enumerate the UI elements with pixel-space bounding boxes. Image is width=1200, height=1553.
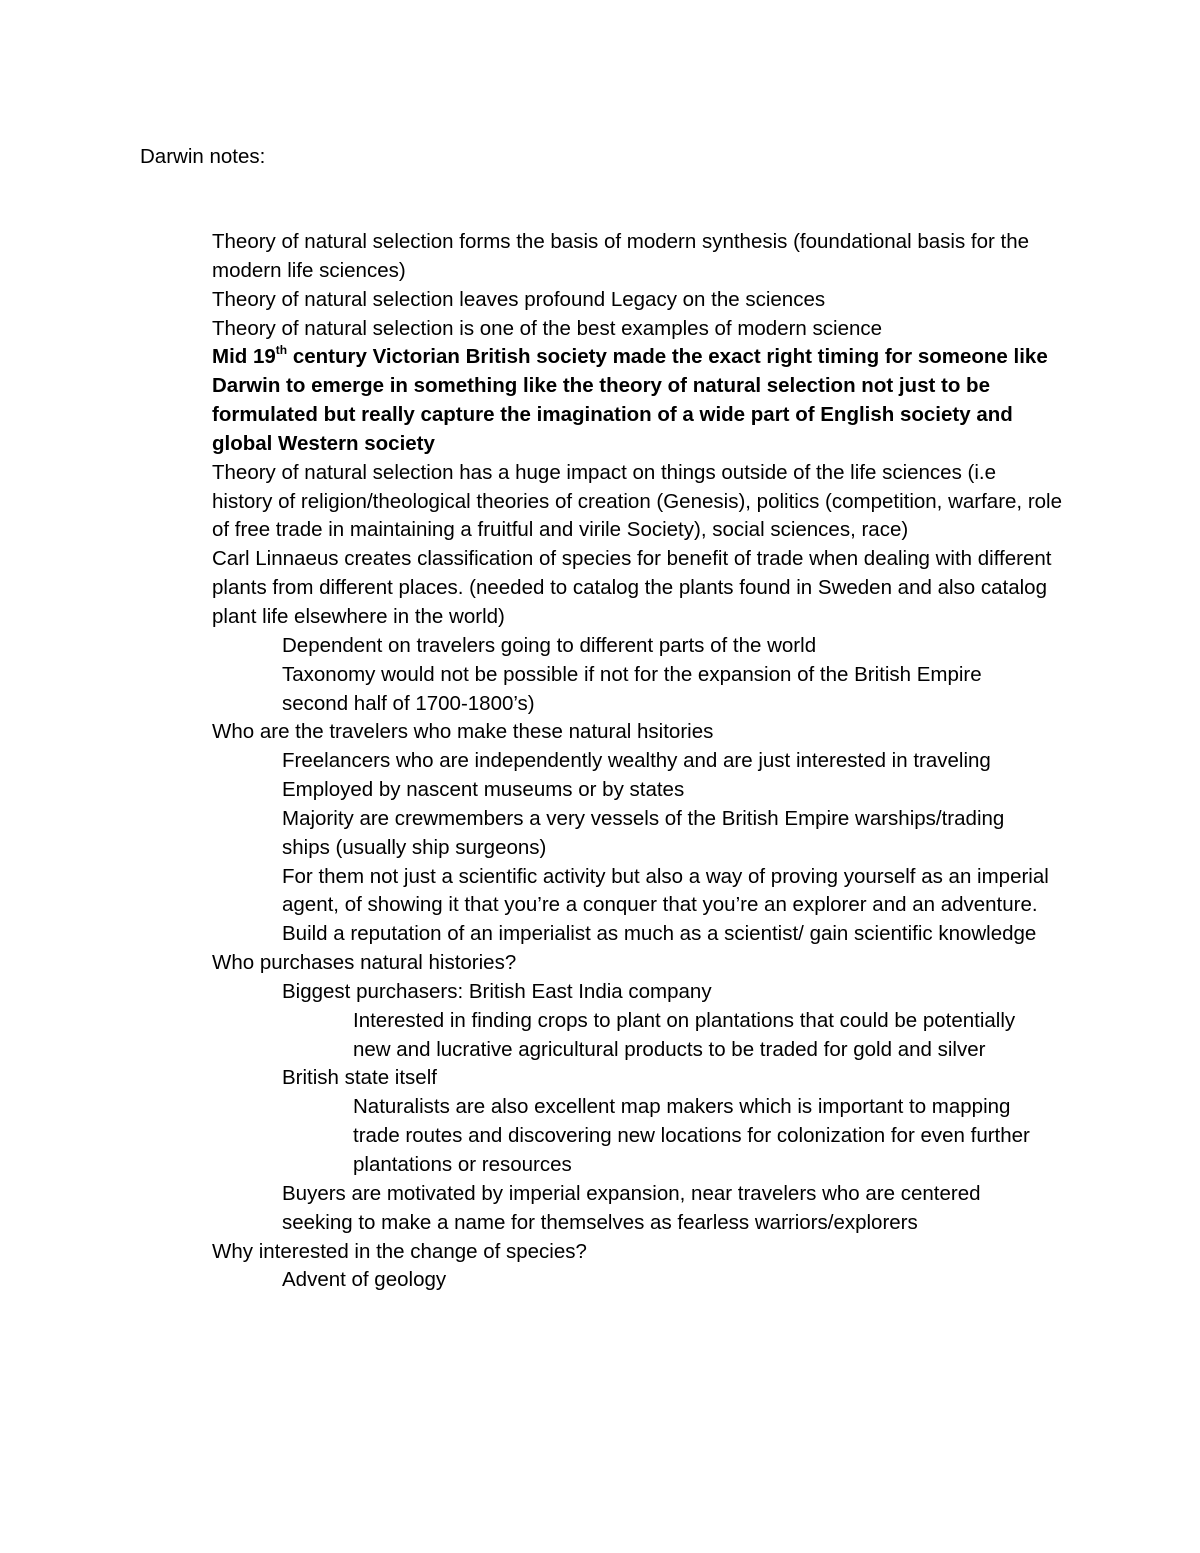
note-item-level-1 [0, 545, 1062, 632]
note-item-level-2 [0, 863, 1052, 950]
note-text: Taxonomy would not be possible if not for the expansion of the British Empire second half of 1700-1800’s) [282, 662, 982, 715]
note-text [212, 345, 1048, 455]
note-text: Advent of geology [282, 1268, 447, 1292]
note-item-level-2 [0, 776, 1052, 805]
note-text: Buyers are motivated by imperial expansion, near travelers who are centered seeking to make a name for themselves as fearless warriors/explorers [282, 1181, 981, 1234]
ordinal-superscript: th [275, 343, 288, 358]
note-text: Majority are crewmembers a very vessels of the British Empire warships/trading ships (usually ship surgeons) [282, 806, 1005, 859]
note-item-level-1 [0, 315, 1062, 344]
note-text: Freelancers who are independently wealthy and are just interested in traveling [282, 749, 991, 773]
note-item-level-2 [0, 1180, 1052, 1238]
note-item-level-2 [0, 978, 1052, 1007]
note-item-level-1 [0, 343, 1062, 458]
note-text: Biggest purchasers: British East India company [282, 979, 712, 1003]
note-text: Theory of natural selection forms the basis of modern synthesis (foundational basis for the modern life sciences) [212, 230, 1030, 282]
note-text-start: Mid 19 [212, 345, 276, 369]
note-item-level-3 [0, 1093, 1058, 1180]
note-text: Dependent on travelers going to different parts of the world [282, 633, 817, 657]
note-text: Who purchases natural histories? [212, 951, 517, 975]
note-item-level-3 [0, 1007, 1058, 1065]
note-item-level-2 [0, 632, 1052, 661]
note-item-level-1 [0, 1238, 1062, 1267]
note-item-level-2 [0, 1266, 1052, 1295]
note-item-level-1 [0, 459, 1062, 546]
note-text: Interested in finding crops to plant on plantations that could be potentially new and lucrative agricultural products to be traded for gold and silver [353, 1008, 1016, 1061]
note-text: British state itself [282, 1066, 437, 1090]
page-title: Darwin notes: [140, 145, 266, 168]
note-text: Naturalists are also excellent map makers which is important to mapping trade routes and discovering new locations for colonization for even further plantations or resources [353, 1095, 1030, 1176]
note-item-level-1 [0, 228, 1062, 286]
note-item-level-2 [0, 747, 1052, 776]
note-item-level-1 [0, 949, 1062, 978]
note-text: Why interested in the change of species? [212, 1239, 587, 1263]
note-item-level-2 [0, 661, 1052, 719]
note-text: Theory of natural selection has a huge impact on things outside of the life sciences (i.e history of religion/theological theories of creation (Genesis), politics (competition, warfare, role of free trade in maintaining a fruitful and virile Society), social sciences, race) [212, 460, 1062, 542]
note-text: For them not just a scientific activity but also a way of proving yourself as an imperial agent, of showing it that you’re a conquer that you’re an explorer and an adventure. Build a reputation of an imperialist as much as a scientist/ gain scientific knowledge [282, 864, 1049, 946]
note-item-level-2 [0, 1064, 1052, 1093]
note-item-level-1 [0, 286, 1062, 315]
note-text: Theory of natural selection is one of the best examples of modern science [212, 316, 883, 340]
note-item-level-1 [0, 718, 1062, 747]
note-item-level-2 [0, 805, 1052, 863]
note-text: Who are the travelers who make these natural hsitories [212, 720, 714, 744]
note-text: Employed by nascent museums or by states [282, 778, 685, 802]
note-text: Theory of natural selection leaves profound Legacy on the sciences [212, 287, 826, 311]
note-text: Carl Linnaeus creates classification of species for benefit of trade when dealing with different plants from different places. (needed to catalog the plants found in Sweden and also catalog plant life elsewhere in the world) [212, 547, 1052, 628]
notes-list [0, 228, 1200, 1295]
note-text-end: century Victorian British society made the exact right timing for someone like Darwin to emerge in something like the theory of natural selection not just to be formulated but really capture the imagination of a wide part of English society and global Western society [212, 345, 1048, 455]
